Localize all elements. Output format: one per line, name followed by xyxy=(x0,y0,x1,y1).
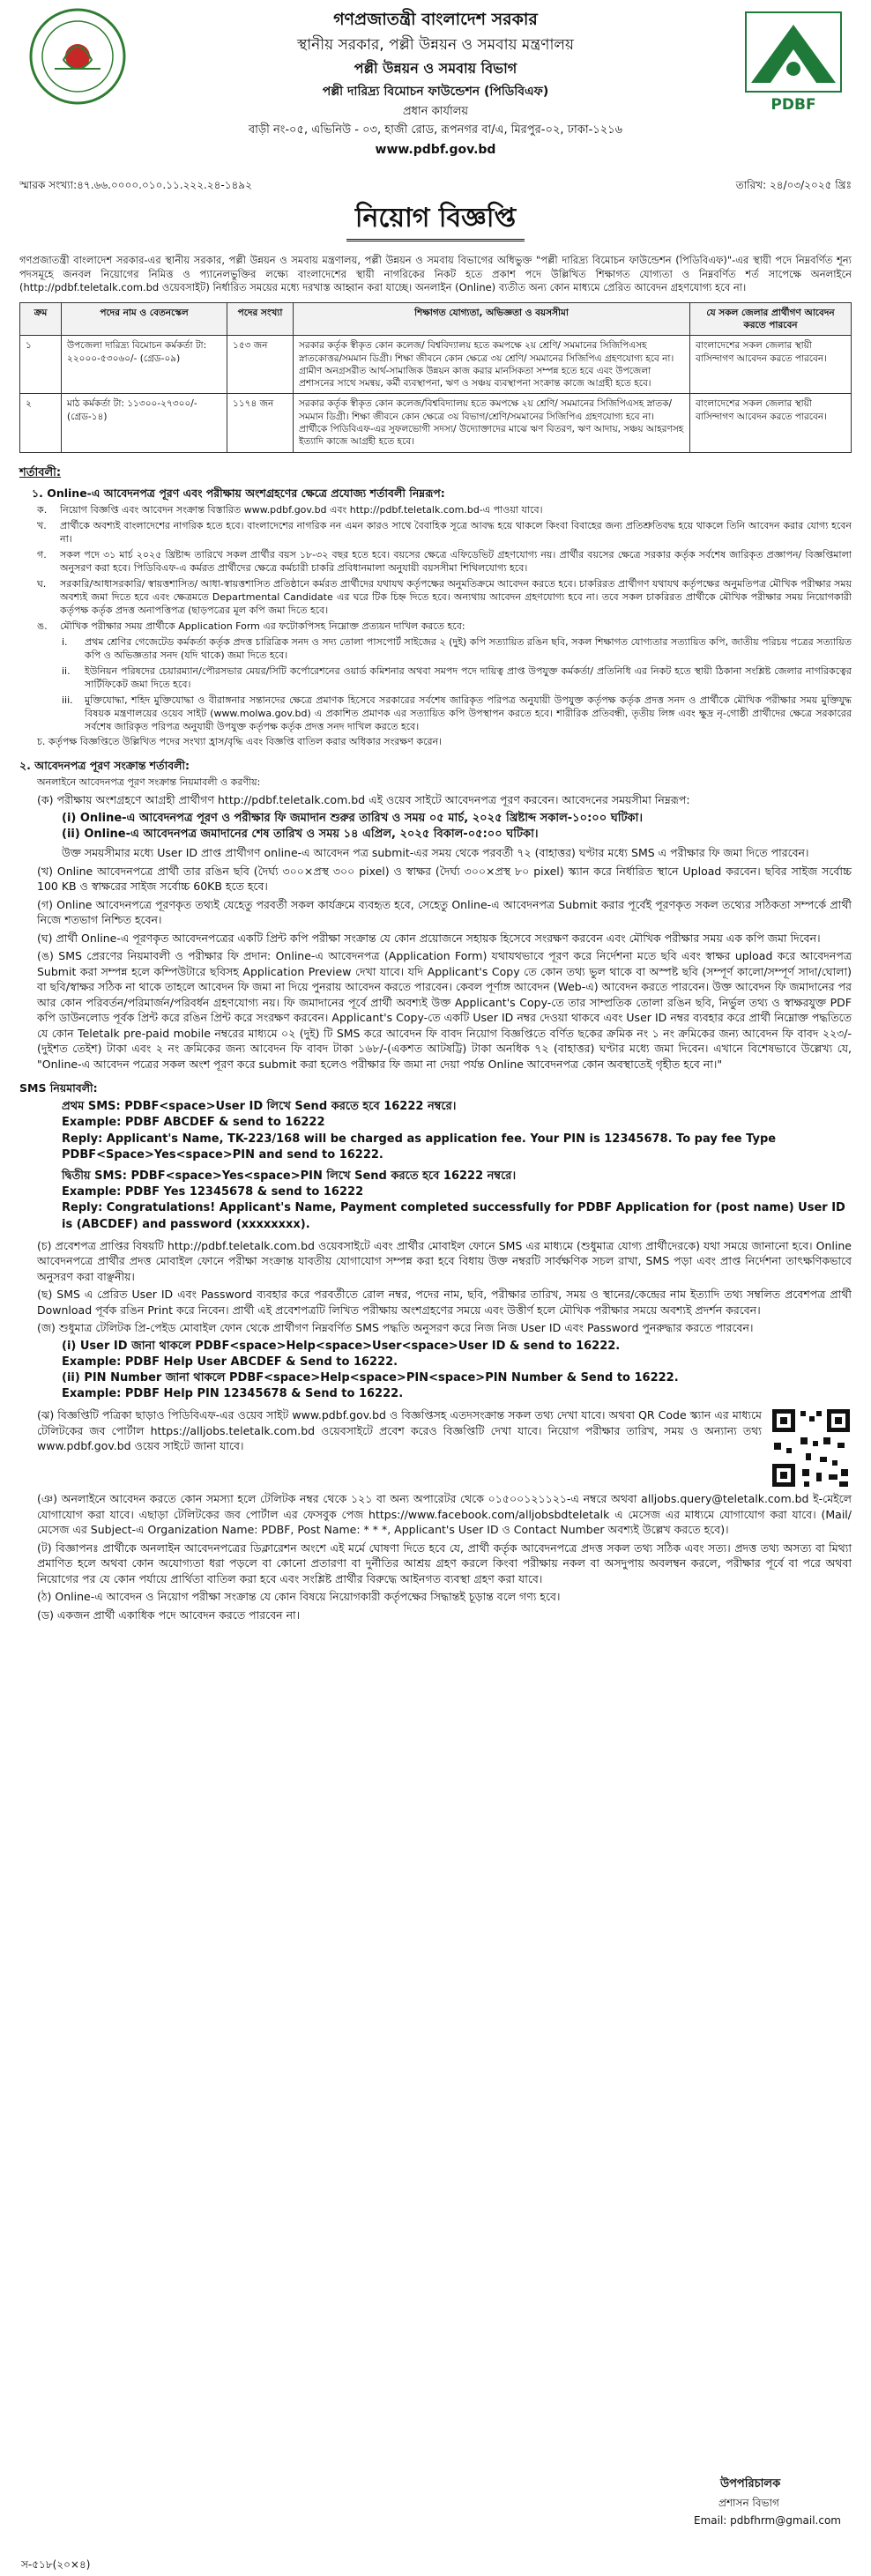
list-item: উক্ত সময়সীমার মধ্যে User ID প্রাপ্ত প্রার্থীগণ online-এ আবেদন পত্র submit-এর সময় থেকে পরবর্তী ৭২ (বাহাত্তর) ঘণ্টার মধ্যে SMS এ পরীক্ষার ফি জমা দিতে পারবেন। xyxy=(62,846,809,860)
list-item: (ছ) SMS এ প্রেরিত User ID এবং Password ব্যবহার করে পরবর্তীতে রোল নম্বর, পদের নাম, ছবি, পরীক্ষার তারিখ, সময় ও স্থানের/কেন্দ্রের নাম ইত্যাদি তথ্য সম্বলিত প্রবেশপত্র প্রার্থী Download পূর্বক রঙিন Print করে নিবেন। প্রার্থী এই প্রবেশপত্রটি লিখিত পরীক্ষায় অংশগ্রহণের সময়ে এবং উত্তীর্ণ হলে মৌখিক পরীক্ষার সময়ে অবশ্যই প্রদর্শন করবেন। xyxy=(37,1288,852,1317)
application-end-date: (ii) Online-এ আবেদনপত্র জমাদানের শেষ তারিখ ও সময় ১৪ এপ্রিল, ২০২৫ বিকাল-০৫:০০ ঘটিকা। xyxy=(62,828,539,842)
sms-first: প্রথম SMS: PDBF<space>User ID লিখে Send করতে হবে 16222 নম্বরে। xyxy=(62,1100,457,1114)
list-item: (ক) পরীক্ষায় অংশগ্রহণে আগ্রহী প্রার্থীগণ http://pdbf.teletalk.com.bd এই ওয়েব সাইটে আবেদনপত্র পূরণ করবেন। আবেদনের সময়সীমা নিম্নরূপ: xyxy=(37,793,690,807)
sms-first-example: Example: PDBF ABCDEF & send to 16222 xyxy=(62,1116,325,1130)
col-count: পদের সংখ্যা xyxy=(227,302,294,336)
office-address: বাড়ী নং-০৫, এভিনিউ - ০৩, হাজী রোড, রূপনগর বা/এ, মিরপুর-০২, ঢাকা-১২১৬ xyxy=(248,123,623,137)
col-serial: ক্রম xyxy=(20,302,62,336)
section-1-title: ১. Online-এ আবেদনপত্র পূরণ এবং পরীক্ষায় অংশগ্রহণের ক্ষেত্রে প্রযোজ্য শর্তাবলী নিম্নরূপ: xyxy=(32,486,445,501)
table-header-row xyxy=(20,302,852,336)
memo-date-row xyxy=(19,178,852,192)
list-item: (ঠ) Online-এ আবেদন ও নিয়োগ পরীক্ষা সংক্রান্ত যে কোন বিষয়ে নিয়োগকারী কর্তৃপক্ষের সিদ্ধান্তই চূড়ান্ত বলে গণ্য হবে। xyxy=(37,1590,561,1604)
list-item: (চ) প্রবেশপত্র প্রাপ্তির বিষয়টি http://pdbf.teletalk.com.bd ওয়েবসাইটে এবং প্রার্থীর মোবাইল ফোনে SMS এর মাধ্যমে (শুধুমাত্র যোগ্য প্রার্থীদেরকে) যথা সময়ে জানানো হবে। Online আবেদনপত্রে প্রার্থীর প্রদত্ত মোবাইল ফোনে পরীক্ষা সংক্রান্ত যাবতীয় যোগাযোগ সম্পন্ন করা হবে বিধায় উক্ত নম্বরটি সার্বক্ষণিক সচল রাখা, SMS পড়া এবং প্রাপ্ত নির্দেশনা তাৎক্ষণিকভাবে অনুসরণ করা বাঞ্ছনীয়। xyxy=(37,1238,852,1283)
list-item: ঘ. সরকারি/আধাসরকারি/ স্বায়ত্তশাসিত/ আধা-স্বায়ত্তশাসিত প্রতিষ্ঠানে কর্মরত প্রার্থীদের যথাযথ কর্তৃপক্ষের অনুমতিক্রমে আবেদন করতে হবে। চাকরিরত প্রার্থীগণ যথাযথ কর্তৃপক্ষের অনুমতিপত্র মৌখিক পরীক্ষার সময় অবশ্যই জমা দিতে হবে এবং ক্ষেত্রমতে Departmental Candidate এর ঘরে টিক চিহ্ন দিতে হবে। অন্যথায় আবেদন গ্রহণযোগ্য হবে না। তবে সকল চাকরিরত প্রার্থীকে মৌখিক পরীক্ষার সময় নিয়োগকারী কর্তৃপক্ষ কর্তৃক প্রদত্ত অনাপত্তিপত্র (ছাড়পত্রের মূল কপি জমা দিতে হবে। xyxy=(37,577,852,616)
row-serial: ১ xyxy=(20,336,62,394)
list-item: (গ) Online আবেদনপত্রে পূরণকৃত তথ্যই যেহেতু পরবর্তী সকল কার্যক্রমে ব্যবহৃত হবে, সেহেতু Online-এ আবেদনপত্র Submit করার পূর্বেই পূরণকৃত সকল তথ্যের সঠিকতা সম্পর্কে প্রার্থী নিজে শতভাগ নিশ্চিত হবেন। xyxy=(37,897,852,927)
issue-date: তারিখ: ২৪/০৩/২০২৫ খ্রিঃ xyxy=(735,179,852,191)
list-item: (ট) বিজ্ঞাপনঃ প্রার্থীকে অনলাইন আবেদনপত্রের ডিক্লারেশন অংশে এই মর্মে ঘোষণা দিতে হবে যে, প্রার্থী কর্তৃক আবেদনপত্রে প্রদত্ত সকল তথ্য সঠিক এবং সত্য। প্রদত্ত তথ্য অসত্য বা মিথ্যা প্রমাণিত হলে অথবা কোন অযোগ্যতা ধরা পড়লে বা কোনো প্রতারণা বা দুর্নীতির আশ্রয় গ্রহণ করলে কিংবা পরীক্ষায় নকল বা অসদুপায় অবলম্বন করলে, পরীক্ষার পূর্বে বা পরে অথবা নিয়োগের পর যে কোন পর্যায়ে প্রার্থিতা বাতিল করা হবে এবং সংশ্লিষ্ট প্রার্থীর বিরুদ্ধে আইনগত ব্যবস্থা গ্রহণ করা যাবে। xyxy=(37,1540,852,1585)
list-item: i. প্রথম শ্রেণির গেজেটেড কর্মকর্তা কর্তৃক প্রদত্ত চারিত্রিক সনদ ও সদ্য তোলা পাসপোর্ট সাইজের ২ (দুই) কপি সত্যায়িত রঙিন ছবি, সকল শিক্ষাগত যোগ্যতার সত্যায়িত কপি, জাতীয় পরিচয় পত্রের সত্যায়িত কপি ও অভিজ্ঞতার সনদ (যদি থাকে) জমা দিতে হবে। xyxy=(62,635,852,661)
list-item: iii. মুক্তিযোদ্ধা, শহিদ মুক্তিযোদ্ধা ও বীরাঙ্গনার সন্তানদের ক্ষেত্রে প্রমাণক হিসেবে সরকারের সর্বশেষ জারিকৃত পরিপত্র অনুযায়ী উপযুক্ত কর্তৃপক্ষ কর্তৃক প্রদত্ত সনদ ও প্রার্থীকে মৌখিক পরীক্ষার সময় মুক্তিযুদ্ধ বিষয়ক মন্ত্রণালয়ের ওয়েব সাইট (www.molwa.gov.bd) এ প্রকাশিত প্রমাণক এর সত্যায়িত কপি উপস্থাপন করতে হবে। শারীরিক প্রতিবন্ধী, তৃতীয় লিঙ্গ এবং ক্ষুদ্র নৃ-গোষ্ঠী প্রার্থীদের ক্ষেত্রে সরকারের সর্বশেষ জারিকৃত পরিপত্র অনুযায়ী উপযুক্ত কর্তৃপক্ষ কর্তৃক প্রদত্ত সনদ দাখিল করতে হবে। xyxy=(62,694,852,732)
row-post: উপজেলা দারিদ্র্য বিমোচন কর্মকর্তা টা: ২২০০০-৫৩০৬০/- (গ্রেড-০৯) xyxy=(62,336,227,394)
posts-table xyxy=(19,302,852,453)
recover-user-id-example: Example: PDBF Help User ABCDEF & Send to 16222. xyxy=(62,1355,398,1369)
signatory-department: প্রশাসন বিভাগ xyxy=(718,2496,779,2509)
section-2-title: ২. আবেদনপত্র পূরণ সংক্রান্ত শর্তাবলী: xyxy=(19,759,190,773)
notice-title: নিয়োগ বিজ্ঞপ্তি xyxy=(346,201,525,241)
list-item: ii. ইউনিয়ন পরিষদের চেয়ারম্যান/পৌরসভার মেয়র/সিটি কর্পোরেশনের ওয়ার্ড কমিশনার অথবা সমপদ পদে দায়িত্ব প্রাপ্ত উপযুক্ত কর্মকর্তা/ প্রতিনিধি এর নিকট হতে স্থায়ী ঠিকানা সংশ্লিষ্ট জেলার নাগরিকত্বের সার্টিফিকেট জমা দিতে হবে। xyxy=(62,664,852,690)
ministry-name: স্থানীয় সরকার, পল্লী উন্নয়ন ও সমবায় মন্ত্রণালয় xyxy=(296,35,575,54)
row-qualification: সরকার কর্তৃক স্বীকৃত কোন কলেজ/বিশ্ববিদ্যালয় হতে কমপক্ষে ২য় শ্রেণি/ সমমানের সিজিপিএসহ স্নাতক/ সমমান ডিগ্রী। শিক্ষা জীবনে কোন ক্ষেত্রে ৩য় বিভাগ/শ্রেণি/সমমানের সিজিপিএ গ্রহণযোগ্য হবে না। প্রার্থীকে পিডিবিএফ-এর সুফলভোগী সদস্য/ উদ্যোক্তাদের মাঝে ঋণ বিতরণ, ঋণ আদায়, সঞ্চয় আহরণসহ ইত্যাদি কাজে আগ্রহী হতে হবে। xyxy=(294,394,690,452)
qr-block xyxy=(37,1407,852,1488)
row-serial: ২ xyxy=(20,394,62,452)
row-count: ১৫৩ জন xyxy=(227,336,294,394)
list-item: (ঘ) প্রার্থী Online-এ পূরণকৃত আবেদনপত্রের একটি প্রিন্ট কপি পরীক্ষা সংক্রান্ত যে কোন প্রয়োজনে সহায়ক হিসেবে সংরক্ষণ করবেন এবং মৌখিক পরীক্ষার সময় এক কপি জমা দিবেন। xyxy=(37,931,821,945)
organization-name: পল্লী দারিদ্র্য বিমোচন ফাউন্ডেশন (পিডিবিএফ) xyxy=(322,84,549,99)
list-item: (ঞ) অনলাইনে আবেদন করতে কোন সমস্যা হলে টেলিটক নম্বর থেকে ১২১ বা অন্য অপারেটর থেকে ০১৫০০১২১১২১-এ নম্বরে অথবা alljobs.query@teletalk.com.bd ই-মেইলে যোগাযোগ করা যাবে। এছাড়া টেলিটকের জব পোর্টাল এর ফেসবুক পেজ https://www.facebook.com/alljobsbdteletalk এ মেসেজ এর মাধ্যমে যোগাযোগ করা যাবে। (Mail/মেসেজ এর Subject-এ Organization Name: PDBF, Post Name: * * *, Applicant's User ID ও Contact Number অবশ্যই উল্লেখ করতে হবে)। xyxy=(37,1492,852,1537)
section-2-intro: অনলাইনে আবেদনপত্র পূরণ সংক্রান্ত নিয়মাবলী ও করণীয়: xyxy=(37,776,261,789)
head-office-label: প্রধান কার্যালয় xyxy=(402,104,469,118)
sms-second-reply: Reply: Congratulations! Applicant's Name, Payment completed successfully for PDBF Application for (post name) User ID is (ABCDEF) and password (xxxxxxxx). xyxy=(62,1201,845,1231)
recover-pin-example: Example: PDBF Help PIN 12345678 & Send to 16222. xyxy=(62,1387,404,1401)
row-qualification: সরকার কর্তৃক স্বীকৃত কোন কলেজ/ বিশ্ববিদ্যালয় হতে কমপক্ষে ২য় শ্রেণি/ সমমানের সিজিপিএসহ স্নাতকোত্তর/সমমান ডিগ্রী। শিক্ষা জীবনে কোন ক্ষেত্রে ৩য় শ্রেণি/ সমমানের সিজিপিএ গ্রহণযোগ্য হবে না। গ্রামীণ অনগ্রসরীত আর্থ-সামাজিক উন্নয়ন কাজ করার মানসিকতা সম্পন্ন হতে হবে এবং উপজেলা প্রশাসনের সাথে সমন্বয়, কর্মী ব্যবস্থাপনা, ঋণ ও সঞ্চয় ব্যবস্থাপনা সংক্রান্ত কাজে আগ্রহী হতে হবে। xyxy=(294,336,690,394)
table-row xyxy=(20,336,852,394)
website-link[interactable]: www.pdbf.gov.bd xyxy=(375,143,496,158)
row-districts: বাংলাদেশের সকল জেলার স্থায়ী বাসিন্দাগণ আবেদন করতে পারবেন। xyxy=(690,394,852,452)
logo-text: PDBF xyxy=(770,96,816,114)
signature-block xyxy=(694,2476,841,2528)
sms-rules-title: SMS নিয়মাবলী: xyxy=(19,1081,98,1095)
sms-second-example: Example: PDBF Yes 12345678 & send to 16222 xyxy=(62,1185,364,1199)
col-qualification: শিক্ষাগত যোগ্যতা, অভিজ্ঞতা ও বয়সসীমা xyxy=(294,302,690,336)
list-item: (ঙ) SMS প্রেরণের নিয়মাবলী ও পরীক্ষার ফি প্রদান: Online-এ আবেদনপত্র (Application Form) যথাযথভাবে পূরণ করে নির্দেশনা মতে ছবি এবং স্বাক্ষর upload করে আবেদনপত্র Submit করা সম্পন্ন হলে কম্পিউটারে ছবিসহ Application Preview দেখা যাবে। যদি Applicant's Copy তে কোন তথ্য ভুল থাকে বা অস্পষ্ট ছবি (সম্পূর্ণ কালো/সম্পূর্ণ সাদা/ঘোলা) বা ছবি/স্বাক্ষর সঠিক না থাকে তাহলে আবেদন ফি জমা না দিয়ে পুনরায় আবেদন করতে পারবেন। কেবল পূর্ণাঙ্গ আবেদন (Web-এ) আবেদন করতে পারবেন। উক্ত আবেদন ফি জমাদানের পর আর কোন পরিবর্তন/পরিমার্জন/পরিবর্ধন গ্রহণযোগ্য নয়। ফি জমাদানের পূর্বে প্রার্থী অবশ্যই উক্ত Applicant's Copy-তে তার সাম্প্রতিক তোলা রঙিন ছবি, নির্ভুল তথ্য ও স্বাক্ষরযুক্ত PDF কপি ডাউনলোড পূর্বক প্রিন্ট করে রঙিন প্রিন্ট করে সংরক্ষণ করবেন। Applicant's Copy-তে একটি User ID নম্বর দেওয়া থাকবে এবং User ID নম্বর ব্যবহার করে প্রার্থী নিম্নোক্ত পদ্ধতিতে যে কোন Teletalk pre-paid mobile নম্বরের মাধ্যমে ০২ (দুই) টি SMS করে আবেদন ফি বাবদ নিয়োগ বিজ্ঞপ্তিতে বর্ণিত ছকের ক্রমিক নং ১ নং ক্রমিকের জন্য আবেদন ফি বাবদ ২২৩/- (দুইশত তেইশ) টাকা এবং ২ নং ক্রমিকের জন্য আবেদন ফি বাবদ টাকা ১৬৮/-(একশত আটষট্টি) টাকা অনধিক ৭২ (বাহাত্তর) ঘণ্টার মধ্যে জমা দিবেন। এখানে বিশেষভাবে উল্লেখ্য যে, "Online-এ আবেদন পত্রের সকল অংশ পূরণ করে submit করা হলেও পরীক্ষার ফি জমা না দেয়া পর্যন্ত Online আবেদনপত্র কোন অবস্থাতেই গৃহীত হবে না।" xyxy=(37,949,852,1071)
col-districts: যে সকল জেলার প্রার্থীগণ আবেদন করতে পারবেন xyxy=(690,302,852,336)
col-post: পদের নাম ও বেতনস্কেল xyxy=(62,302,227,336)
list-item: (ড) একজন প্রার্থী একাধিক পদে আবেদন করতে পারবেন না। xyxy=(37,1607,301,1622)
recover-user-id: (i) User ID জানা থাকলে PDBF<space>Help<space>User<space>User ID & send to 16222. xyxy=(62,1339,621,1353)
conditions-title: শর্তাবলী: xyxy=(19,465,62,479)
list-item: খ. প্রার্থীকে অবশ্যই বাংলাদেশের নাগরিক হতে হবে। বাংলাদেশের নাগরিক নন এমন কারও সাথে বৈবাহিক সূত্রে আবদ্ধ হয়ে থাকলে কিংবা বিবাহের জন্য প্রতিশ্রুতিবদ্ধ হয়ে থাকলে তিনি আবেদন করার যোগ্য হবেন না। xyxy=(37,520,852,546)
list-item: ঙ. মৌখিক পরীক্ষার সময় প্রার্থীকে Application Form এর ফটোকপিসহ নিম্নোক্ত প্রত্যয়ন দাখিল করতে হবে: xyxy=(37,620,465,632)
signatory-title: উপপরিচালক xyxy=(719,2477,781,2491)
list-item: ক. নিয়োগ বিজ্ঞপ্তি এবং আবেদন সংক্রান্ত বিস্তারিত www.pdbf.gov.bd এবং http://pdbf.teletalk.com.bd-এ পাওয়া যাবে। xyxy=(37,504,543,516)
list-item: গ. সকল পদে ৩১ মার্চ ২০২৫ খ্রিষ্টাব্দ তারিখে সকল প্রার্থীর বয়স ১৮-৩২ বছর হতে হবে। বয়সের ক্ষেত্রে এফিডেভিট গ্রহণযোগ্য নয়। প্রার্থীর বয়সের ক্ষেত্রে সরকার কর্তৃক সর্বশেষ জারিকৃত প্রজ্ঞাপন/ বিজ্ঞপ্তিমালা অনুসরণ করা হবে। পিডিবিএফ-এ কর্মরত প্রার্থীদের ক্ষেত্রে কর্মচারী চাকরি প্রবিধানমালা অনুযায়ী বয়সসীমা শিথিলযোগ্য হবে। xyxy=(37,549,852,575)
application-start-date: (i) Online-এ আবেদনপত্র পূরণ ও পরীক্ষার ফি জমাদান শুরুর তারিখ ও সময় ০৫ মার্চ, ২০২৫ খ্রিষ্টাব্দ সকাল-১০:০০ ঘটিকা। xyxy=(62,811,644,825)
recover-pin: (ii) PIN Number জানা থাকলে PDBF<space>Help<space>PIN<space>PIN Number & Send to 16222. xyxy=(62,1371,679,1385)
list-item: (জ) শুধুমাত্র টেলিটক প্রি-পেইড মোবাইল ফোন থেকে প্রার্থীগণ নিম্নবর্ণিত SMS পদ্ধতি অনুসরণ করে নিজ নিজ User ID এবং Password পুনরুদ্ধার করতে পারবেন। xyxy=(37,1321,754,1335)
row-post: মাঠ কর্মকর্তা টা: ১১৩০০-২৭৩০০/- (গ্রেড-১৪) xyxy=(62,394,227,452)
pdbf-logo-icon xyxy=(739,7,848,115)
government-seal-icon xyxy=(28,7,127,106)
list-item: (খ) Online আবেদনপত্রে প্রার্থী তার রঙিন ছবি (দৈর্ঘ্য ৩০০×প্রস্থ ৩০০ pixel) ও স্বাক্ষর (দৈর্ঘ্য ৩০০×প্রস্থ ৮০ pixel) স্ক্যান করে নির্ধারিত স্থানে Upload করবেন। ছবির সাইজ সর্বোচ্চ 100 KB ও স্বাক্ষরের সাইজ সর্বোচ্চ 60KB হতে হবে। xyxy=(37,864,852,894)
list-item: (ঝ) বিজ্ঞপ্তিটি পত্রিকা ছাড়াও পিডিবিএফ-এর ওয়েব সাইট www.pdbf.gov.bd ও বিজ্ঞপ্তিসহ এতদসংক্রান্ত সকল তথ্য দেখা যাবে। অথবা QR Code স্ক্যান এর মাধ্যমে টেলিটকের জব পোর্টাল https://alljobs.teletalk.com.bd ওয়েবসাইটে প্রবেশ করেও বিজ্ঞপ্তিটি দেখা যাবে। নিয়োগ পরীক্ষার তারিখ, সময় ও অন্যান্য তথ্য www.pdbf.gov.bd ওয়েব সাইটে জানা যাবে। xyxy=(37,1408,762,1453)
row-districts: বাংলাদেশের সকল জেলার স্থায়ী বাসিন্দাগণ আবেদন করতে পারবেন। xyxy=(690,336,852,394)
sms-second: দ্বিতীয় SMS: PDBF<space>Yes<space>PIN লিখে Send করতে হবে 16222 নম্বরে। xyxy=(62,1169,517,1183)
publication-code: স-৫১৮(২০×৪) xyxy=(21,2558,91,2571)
row-count: ১১৭৪ জন xyxy=(227,394,294,452)
table-row xyxy=(20,394,852,452)
list-item: চ. কর্তৃপক্ষ বিজ্ঞপ্তিতে উল্লিখিত পদের সংখ্যা হ্রাস/বৃদ্ধি এবং বিজ্ঞপ্তি বাতিল করার অধিকার সংরক্ষণ করেন। xyxy=(37,736,443,748)
signatory-email[interactable]: Email: pdbfhrm@gmail.com xyxy=(693,2513,841,2527)
sms-first-reply: Reply: Applicant's Name, TK-223/168 will be charged as application fee. Your PIN is 12345678. To pay fee Type PDBF<Space>Yes<space>PIN and send to 16222. xyxy=(62,1132,777,1162)
intro-paragraph: গণপ্রজাতন্ত্রী বাংলাদেশ সরকার-এর স্থানীয় সরকার, পল্লী উন্নয়ন ও সমবায় মন্ত্রণালয়, পল্লী উন্নয়ন ও সমবায় বিভাগের অধিভুক্ত "পল্লী দারিদ্র্য বিমোচন ফাউন্ডেশন (পিডিবিএফ)"-এর স্থায়ী পদে নিম্নবর্ণিত শূন্য পদসমূহে জনবল নিয়োগের নিমিত্ত ও প্যানেলভুক্তির লক্ষ্যে বাংলাদেশের স্থায়ী নাগরিকের নিকট হতে প্রকাশ পদে উল্লিখিত শিক্ষাগত যোগ্যতা ও নিম্নবর্ণিত শর্ত সাপেক্ষে অনলাইনে (http://pdbf.teletalk.com.bd ওয়েবসাইট) নির্ধারিত সময়ের মধ্যে দরখাস্ত আহ্বান করা যাচ্ছে। অনলাইন (Online) ব্যতীত অন্য কোন মাধ্যমে প্রেরিত আবেদন গ্রহণযোগ্য হবে না। xyxy=(19,254,852,294)
memo-number: স্মারক সংখ্যা:৪৭.৬৬.০০০০.০১০.১১.২২২.২৪-১৪৯২ xyxy=(19,179,252,191)
letterhead xyxy=(19,5,852,250)
division-name: পল্লী উন্নয়ন ও সমবায় বিভাগ xyxy=(354,59,517,77)
qr-code-icon[interactable] xyxy=(770,1407,852,1488)
government-name: গণপ্রজাতন্ত্রী বাংলাদেশ সরকার xyxy=(333,10,538,29)
